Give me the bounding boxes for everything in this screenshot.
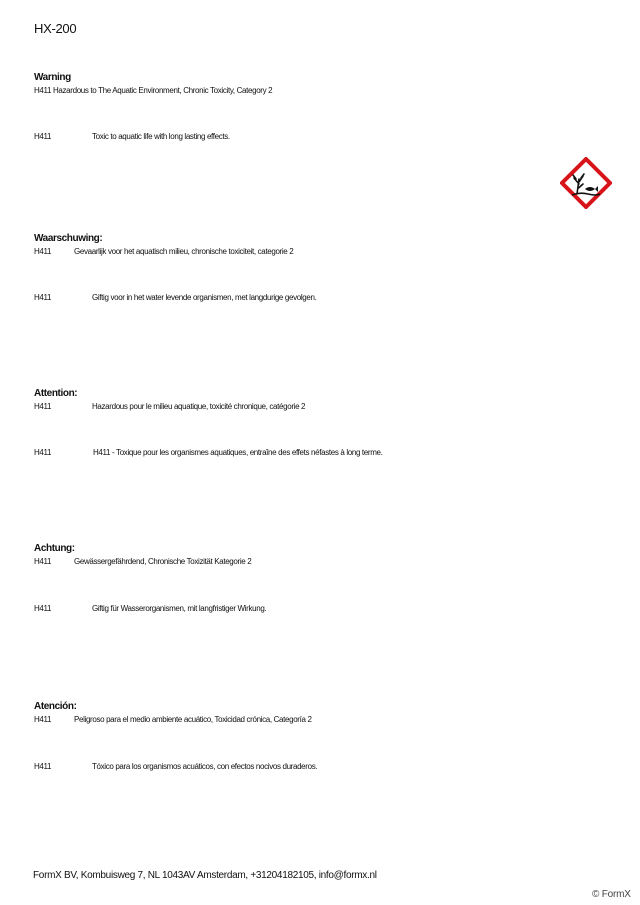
hazard-code: H411 bbox=[34, 293, 52, 302]
hazard-statement-german bbox=[34, 604, 266, 613]
hazard-text: Giftig für Wasserorganismen, mit langfristiger Wirkung. bbox=[92, 604, 267, 613]
hazard-class-text: Hazardous pour le milieu aquatique, toxicité chronique, catégorie 2 bbox=[92, 402, 306, 411]
hazard-statement-french bbox=[34, 448, 383, 457]
hazard-class-statement-spanish bbox=[34, 715, 312, 724]
hazard-class-statement-german bbox=[34, 557, 251, 566]
hazard-code: H411 bbox=[34, 448, 52, 457]
hazard-class-statement-english bbox=[34, 86, 272, 95]
signal-word-spanish: Atención: bbox=[34, 701, 77, 712]
signal-word-french: Attention: bbox=[34, 388, 78, 399]
copyright-notice: © FormX bbox=[592, 889, 631, 900]
hazard-code: H411 bbox=[34, 132, 52, 141]
hazard-code: H411 bbox=[34, 715, 52, 724]
hazard-text: Tóxico para los organismos acuáticos, con efectos nocivos duraderos. bbox=[92, 762, 318, 771]
signal-word-dutch: Waarschuwing: bbox=[34, 233, 103, 244]
hazard-class-text: H411 Hazardous to The Aquatic Environment, Chronic Toxicity, Category 2 bbox=[34, 86, 273, 95]
hazard-class-text: Gewässergefährdend, Chronische Toxizität Kategorie 2 bbox=[74, 557, 252, 566]
hazard-class-statement-french bbox=[34, 402, 305, 411]
hazard-code: H411 bbox=[34, 557, 52, 566]
hazard-text: Toxic to aquatic life with long lasting effects. bbox=[92, 132, 230, 141]
footer-address: FormX BV, Kombuisweg 7, NL 1043AV Amsterdam, +31204182105, info@formx.nl bbox=[33, 870, 377, 881]
hazard-text: H411 - Toxique pour les organismes aquatiques, entraîne des effets néfastes à long terme. bbox=[93, 448, 383, 457]
signal-word-english: Warning bbox=[34, 72, 71, 83]
hazard-statement-english bbox=[34, 132, 230, 141]
hazard-class-statement-dutch bbox=[34, 247, 293, 256]
signal-word-german: Achtung: bbox=[34, 543, 75, 554]
hazard-text: Giftig voor in het water levende organismen, met langdurige gevolgen. bbox=[92, 293, 317, 302]
hazard-code: H411 bbox=[34, 247, 52, 256]
hazard-class-text: Peligroso para el medio ambiente acuático, Toxicidad crónica, Categoría 2 bbox=[74, 715, 312, 724]
hazard-code: H411 bbox=[34, 604, 52, 613]
ghs09-environment-hazard-icon bbox=[560, 157, 612, 209]
hazard-code: H411 bbox=[34, 762, 52, 771]
document-title: HX-200 bbox=[34, 21, 77, 36]
hazard-code: H411 bbox=[34, 402, 52, 411]
hazard-statement-dutch bbox=[34, 293, 316, 302]
hazard-statement-spanish bbox=[34, 762, 317, 771]
hazard-class-text: Gevaarlijk voor het aquatisch milieu, chronische toxiciteit, categorie 2 bbox=[74, 247, 294, 256]
